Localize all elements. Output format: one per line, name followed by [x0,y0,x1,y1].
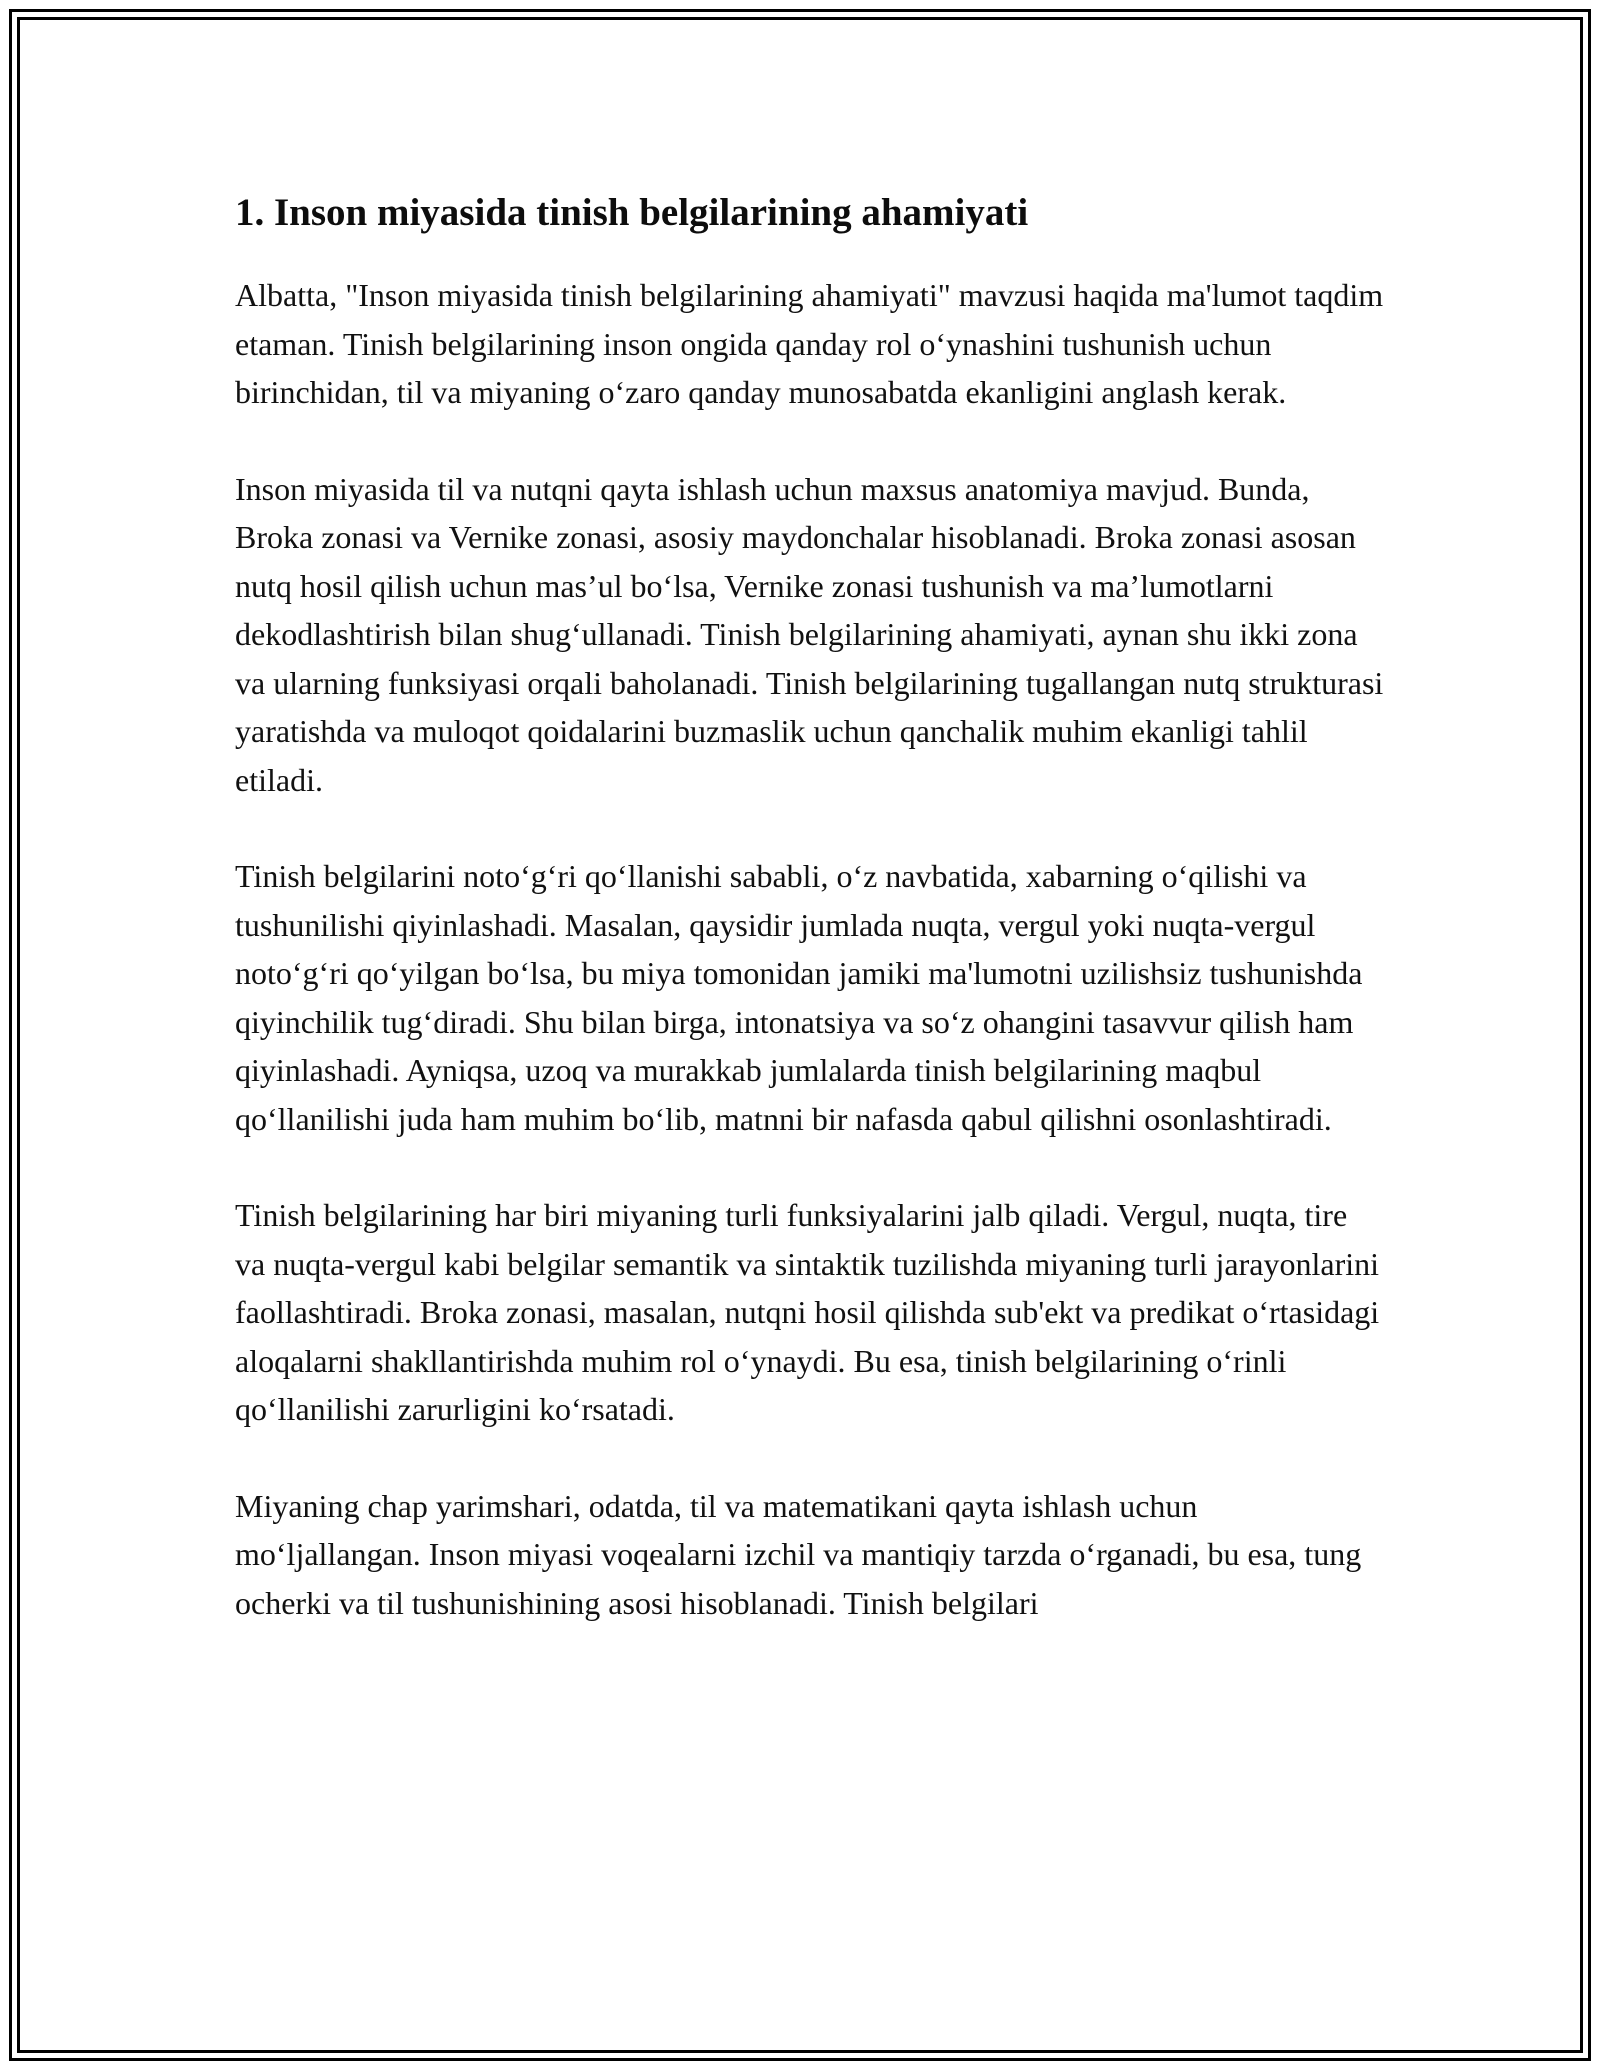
paragraph-4: Tinish belgilarining har biri miyaning turli funksiyalarini jalb qiladi. Vergul, nuqta, tire va nuqta-vergul kabi belgilar semantik va sintaktik tuzilishda miyaning turli jarayonlarini faollashtiradi. Broka zonasi, masalan, nutqni hosil qilishda sub'ekt va predikat o‘rtasidagi aloqalarni shakllantirishda muhim rol o‘ynaydi. Bu esa, tinish belgilarining o‘rinli qo‘llanilishi zarurligini ko‘rsatadi. [235,1197,1380,1427]
paragraph-3: Tinish belgilarini noto‘g‘ri qo‘llanishi sababli, o‘z navbatida, xabarning o‘qilishi va tushunilishi qiyinlashadi. Masalan, qaysidir jumlada nuqta, vergul yoki nuqta-vergul noto‘g‘ri qo‘yilgan bo‘lsa, bu miya tomonidan jamiki ma'lumotni uzilishsiz tushunishda qiyinchilik tug‘diradi. Shu bilan birga, intonatsiya va so‘z ohangini tasavvur qilish ham qiyinlashadi. Ayniqsa, uzoq va murakkab jumlalarda tinish belgilarining maqbul qo‘llanilishi juda ham muhim bo‘lib, matnni bir nafasda qabul qilishni osonlashtiradi. [235,858,1363,1137]
paragraph-5: Miyaning chap yarimshari, odatda, til va matematikani qayta ishlash uchun mo‘ljallangan. Inson miyasi voqealarni izchil va mantiqiy tarzda o‘rganadi, bu esa, tung ocherki va til tushunishining asosi hisoblanadi. Tinish belgilari [235,1487,1362,1621]
paragraph-2: Inson miyasida til va nutqni qayta ishlash uchun maxsus anatomiya mavjud. Bunda, Broka zonasi va Vernike zonasi, asosiy maydonchalar hisoblanadi. Broka zonasi asosan nutq hosil qilish uchun mas’ul bo‘lsa, Vernike zonasi tushunish va ma’lumotlarni dekodlashtirish bilan shug‘ullanadi. Tinish belgilarining ahamiyati, aynan shu ikki zona va ularning funksiyasi orqali baholanadi. Tinish belgilarining tugallangan nutq strukturasi yaratishda va muloqot qoidalarini buzmaslik uchun qanchalik muhim ekanligi tahlil etiladi. [235,470,1384,798]
document-body [235,185,1385,1675]
paragraph-1: Albatta, "Inson miyasida tinish belgilarining ahamiyati" mavzusi haqida ma'lumot taqdim etaman. Tinish belgilarining inson ongida qanday rol o‘ynashini tushunish uchun birinchidan, til va miyaning o‘zaro qanday munosabatda ekanligini anglash kerak. [235,277,1384,410]
section-heading: 1. Inson miyasida tinish belgilarining ahamiyati [235,191,1029,234]
